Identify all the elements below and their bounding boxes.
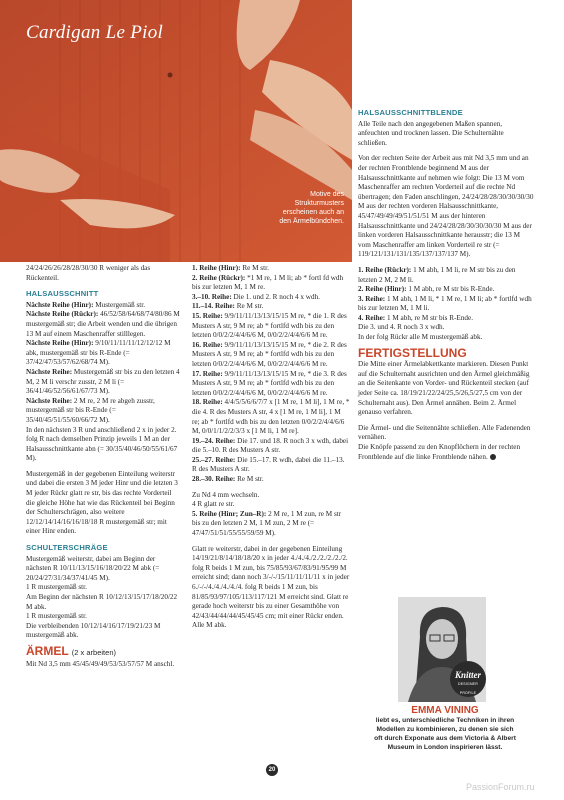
caption-line: den Ärmelbündchen.	[279, 218, 344, 225]
row-label: Nächste Reihe:	[26, 396, 73, 405]
instruction: Von der rechten Seite der Arbeit aus mit Nd 3,5 mm und an der rechten Frontblende beginnend M aus der Halsausschnittkante auf nehmen wie folgt: Die 13 M vom Maschenraffer am rechten Vorderteil auf die rechte Nd übertragen; den Faden anschlingen, 24/24/28/28/30/30/30/30 M aus der rechten vorderen Halsausschnittkante, 45/47/49/49/49/51/51/51 M aus der hinteren Halsausschnittkante und 24/24/28/28/30/30/30/30 M aus der linken vorderen Halsausschnittkante herausstr; die 13 M vom Maschenraffer am linken Vorderteil re str (= 119/121/131/131/135/137/137/137 M).	[358, 154, 534, 259]
instruction: 1 R mustergemäß str.	[26, 612, 87, 621]
bio-line: liebt es, unterschiedliche Techniken in ihren	[375, 717, 515, 724]
bio-line: oft durch Exponate aus dem Victoria & Albert	[374, 735, 516, 742]
instruction	[192, 437, 350, 456]
row-label: 2. Reihe (Hinr):	[358, 285, 407, 294]
instruction: In den nächsten 3 R und anschließend 2 x in jeder 2. folg R nach demselben Prinzip jeweils 1 M an der Halsausschnittkante abn (= 30/35/40/46/50/55/61/67 M).	[26, 425, 178, 463]
watermark: PassionForum.ru	[466, 782, 535, 792]
heading-aermel	[26, 643, 180, 658]
row-text: 1 M abh, 1 M li, * 1 M re, 1 M li; ab * fortlfd wdh bis zur letzten M, 1 M li.	[358, 294, 532, 313]
caption-line: Strukturmusters	[294, 200, 344, 207]
row-label: 28.–30. Reihe:	[192, 475, 236, 484]
instruction	[358, 285, 534, 295]
row-text: Mustergemäß str bis zu den letzten 4 M, 2 M li verschr zusstr, 2 M li (= 36/41/46/52/56/61/67/73 M).	[26, 367, 180, 396]
instruction	[358, 443, 534, 462]
row-label: 25.–27. Reihe:	[192, 455, 236, 464]
instruction: Alle M abk.	[192, 621, 227, 630]
row-label: 5. Reihe (Hinr; Zun–R):	[192, 509, 267, 518]
instruction	[192, 398, 350, 436]
row-label: 18. Reihe:	[192, 398, 223, 407]
row-text: 9/9/11/11/13/13/15/15 M re, * die 3. R des Musters A str, 9 M re; ab * fortlfd wdh bis zu den letzten 0/0/2/2/4/4/6/6 M, 0/0/2/2/4/4/6/6 M re.	[192, 369, 347, 397]
instruction	[358, 295, 534, 314]
instruction	[26, 339, 180, 368]
instruction	[26, 368, 180, 397]
row-text: Die 1. und 2. R noch 4 x wdh.	[231, 292, 320, 301]
row-text: Re M str.	[240, 264, 269, 272]
instruction: Die 3. und 4. R noch 3 x wdh.	[358, 323, 445, 332]
instruction: Zu Nd 4 mm wechseln.	[192, 490, 260, 499]
row-text: *1 M re, 1 M li; ab * fortl fd wdh bis zur letzten M, 1 M re.	[192, 273, 344, 292]
page-number: 20	[266, 764, 278, 776]
instruction	[192, 370, 350, 399]
row-label: 1. Reihe (Rückr):	[358, 265, 412, 274]
row-label: 3. Reihe:	[358, 294, 386, 303]
row-text: 9/9/11/11/13/13/15/15 M re, * die 2. R des Musters A str, 9 M re; ab * fortlfd wdh bis zu den letzten 0/0/2/2/4/4/6/6 M, 0/0/2/2/4/4/6/6 M re.	[192, 340, 347, 368]
instruction	[192, 312, 350, 341]
heading-halsausschnitt: HALSAUSSCHNITT	[26, 289, 99, 299]
author-bio	[358, 716, 532, 752]
row-label: 15. Reihe:	[192, 311, 223, 320]
row-text: Re M str.	[235, 475, 264, 484]
instruction: 4 R glatt re str.	[192, 500, 235, 509]
instruction: In der folg Rückr alle M mustergemäß abk.	[358, 333, 483, 342]
instruction	[192, 341, 350, 370]
heading-aermel-sub: (2 x arbeiten)	[71, 647, 116, 657]
row-label: Nächste Reihe (Rückr):	[26, 310, 99, 319]
instruction: Mustergemäß weiterstr, dabei am Beginn der nächsten R 10/11/13/15/16/18/20/22 M abk (= 20/24/27/31/34/37/41/45 M).	[26, 554, 160, 582]
row-text: 1 M abh, re M str bis R-Ende.	[385, 313, 473, 322]
page-title: Cardigan Le Piol	[26, 22, 164, 43]
instruction	[192, 510, 350, 539]
row-label: Nächste Reihe (Hinr):	[26, 300, 94, 309]
bio-line: Museum in London inspirieren lässt.	[387, 744, 503, 751]
row-label: Nächste Reihe (Hinr):	[26, 339, 94, 348]
row-label: Nächste Reihe:	[26, 367, 73, 376]
instruction: Mustergemäß in der gegebenen Einteilung weiterstr und dabei die ersten 3 M jeder Hinr und die letzten 3 M jeder Rückr glatt re str, bis das rechte Vorderteil die gleiche Höhe hat wie das Rückenteil bei Beginn der Schulterschrägen, also weitere 12/12/14/14/16/16/18/18 R mustergemäß str; mit einer Hinr enden.	[26, 469, 178, 536]
column-2	[192, 264, 350, 637]
photo-caption	[262, 190, 344, 226]
row-label: 2. Reihe (Rückr):	[192, 273, 246, 282]
instruction	[192, 456, 350, 475]
instruction	[192, 302, 350, 312]
row-label: 17. Reihe:	[192, 369, 223, 378]
row-label: 4. Reihe:	[358, 313, 386, 322]
instruction	[358, 266, 534, 285]
row-label: 3.–10. Reihe:	[192, 292, 232, 301]
heading-halsausschnittblende: HALSAUSSCHNITTBLENDE	[358, 108, 463, 117]
author-name: EMMA VINING	[411, 705, 479, 716]
instruction	[26, 397, 180, 426]
row-text: Die Knöpfe passend zu den Knopflöchern in der rechten Frontblende auf die linke Frontblende nähen.	[358, 443, 521, 461]
instruction: 1 R mustergemäß str.	[26, 583, 87, 592]
row-label: 1. Reihe (Hinr):	[192, 264, 241, 272]
instruction	[192, 475, 350, 485]
row-text: 4/4/5/5/6/6/7/7 x [1 M re, 1 M li], 1 M re, * die 4. R des Musters A str, 4 x [1 M re, 1 M li], 1 M re; ab * fortlfd wdh bis zu den letzten 0/0/2/2/4/4/6/6 M, 0/0/1/1/2/2/3/3 x [1 M li, 1 M re].	[192, 398, 350, 436]
row-text: 46/52/58/64/68/74/80/86 M mustergemäß str; die Arbeit wenden und die übrigen 13 M auf einem Maschenraffer stilllegen.	[26, 310, 180, 338]
knitter-badge	[450, 661, 486, 697]
intro-text: 24/24/26/26/28/28/30/30 R weniger als das Rückenteil.	[26, 264, 151, 282]
row-label: 19.–24. Reihe:	[192, 436, 236, 445]
row-text: 2 M re, 2 M re abgeh zusstr, mustergemäß str bis R-Ende (= 35/40/45/51/55/60/66/72 M).	[26, 396, 155, 424]
bio-line: Modellen zu kombinieren, zu denen sie sich	[376, 726, 514, 733]
row-label: 16. Reihe:	[192, 340, 223, 349]
instruction: Glatt re weiterstr, dabei in der gegebenen Einteilung 14/19/21/8/14/18/18/20 x in jeder 4./4./4./2./2./2./2./2. folg R beids 1 M zun, bis 75/85/93/67/83/91/95/99 M erreicht sind; dann noch 3/-/-/15/11/11/11/11 x in jeder 6./-/-/4./4./4./4./4. folg R beids 1 M zun, bis 81/85/93/97/105/113/117/121 M erreicht sind. Glatt re gerade hoch weiterstr bis zu einer Gesamthöhe von 42/43/44/44/44/45/45/45 cm; mit einer Rückr enden.	[192, 544, 350, 620]
badge-title: Knitter	[454, 670, 481, 680]
column-1	[26, 264, 180, 675]
instruction	[192, 274, 350, 293]
row-text: 1 M abh, re M str bis R-Ende.	[406, 285, 495, 294]
instruction: Die Ärmel- und die Seitennähte schließen. Alle Fadenenden vernähen.	[358, 423, 531, 442]
row-text: 9/10/11/11/11/12/12/12 M abk, mustergemäß str bis R-Ende (= 37/42/47/53/57/62/68/74 M).	[26, 339, 171, 367]
row-label: 11.–14. Reihe:	[192, 302, 235, 311]
instruction: Die Mitte einer Ärmelabkettkante markieren. Diesen Punkt auf die Schulternaht ausrichten und den Ärmel gleichmäßig an die Seitenkante von Vorder- und Rückenteil stecken (auf jeder Seite ca. 18/19/21/22/24/25,5/26,5/27,5 cm von der Schulternaht aus). Den Ärmel annähen. Beim 2. Ärmel genauso verfahren.	[358, 360, 530, 417]
badge-subtitle: DESIGNER PROFILE	[458, 682, 478, 695]
caption-line: erscheinen auch an	[282, 209, 344, 216]
row-text: Re M str.	[234, 302, 264, 311]
instruction: Am Beginn der nächsten R 10/12/13/15/17/18/20/22 M abk.	[26, 593, 178, 611]
instruction: Die verbleibenden 10/12/14/16/17/19/21/23 M mustergemäß abk.	[26, 621, 161, 640]
instruction	[192, 293, 350, 303]
instruction	[358, 314, 534, 324]
instruction	[26, 301, 180, 311]
caption-line: Motive des	[310, 191, 344, 198]
row-text: Mustergemäß str.	[93, 300, 146, 309]
heading-aermel-text: ÄRMEL	[26, 643, 69, 658]
row-text: 9/9/11/11/13/13/15/15 M re, * die 1. R des Musters A str, 9 M re; ab * fortlfd wdh bis zu den letzten 0/0/2/2/4/4/6/6 M, 0/0/2/2/4/4/6/6 M re.	[192, 311, 347, 340]
heading-fertigstellung: FERTIGSTELLUNG	[358, 345, 467, 360]
row-text: Die 15.–17. R wdh, dabei die 11.–13. R des Musters A str.	[192, 455, 345, 474]
instruction: Mit Nd 3,5 mm 45/45/49/49/53/53/57/57 M anschl.	[26, 659, 175, 668]
row-text: Die 17. und 18. R noch 3 x wdh, dabei die 5.–10. R des Musters A str.	[192, 436, 349, 455]
end-mark-icon	[490, 454, 496, 460]
row-text: 2 M re, 1 M zun, re M str bis zu den letzten 2 M, 1 M zun, 2 M re (= 47/47/51/51/55/55/59/59 M).	[192, 509, 342, 538]
column-3	[358, 102, 534, 468]
heading-schulterschraege: SCHULTERSCHRÄGE	[26, 543, 108, 553]
instruction	[26, 310, 180, 339]
row-text: 1 M abh, 1 M li, re M str bis zu den letzten 2 M, 2 M li.	[358, 265, 516, 284]
instruction	[192, 264, 350, 274]
instruction: Alle Teile nach den angegebenen Maßen spannen, anfeuchten und trocknen lassen. Die Schulternähte schließen.	[358, 119, 504, 147]
